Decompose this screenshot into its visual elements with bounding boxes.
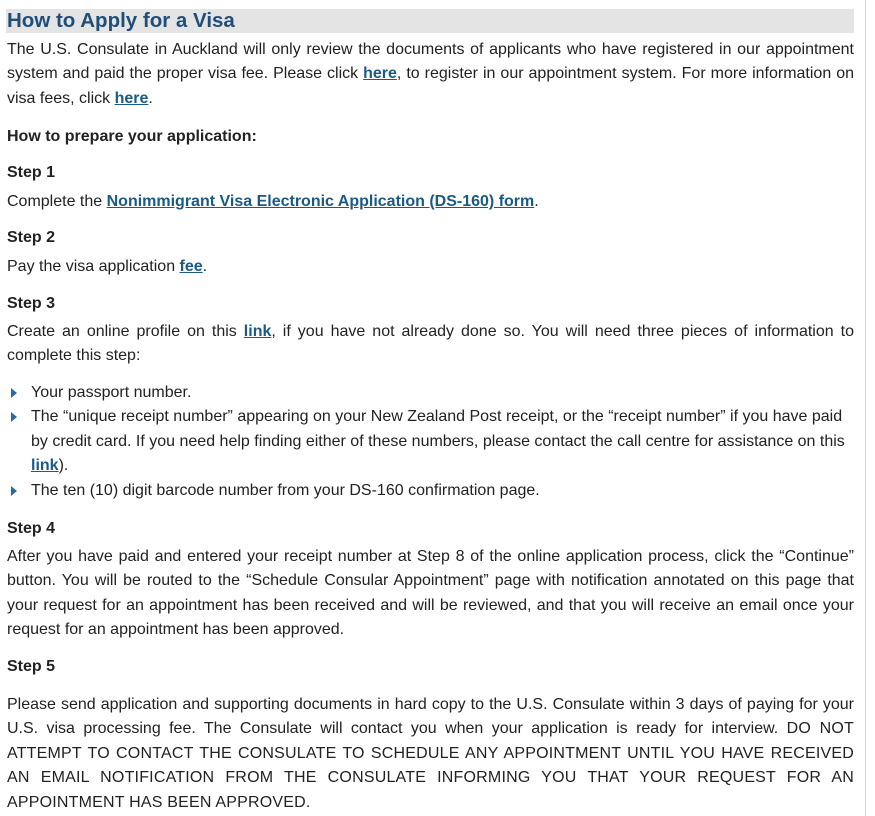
register-here-link[interactable]: here <box>363 65 397 83</box>
page-title: How to Apply for a Visa <box>7 9 235 32</box>
step-3-text-suffix: , if you have not already done so. You will need three pieces of information to complete this step: <box>7 323 855 365</box>
step-4-heading: Step 4 <box>7 520 56 537</box>
list-item <box>7 479 854 503</box>
list-item <box>7 381 854 405</box>
triangle-bullet-icon <box>11 388 17 398</box>
step-1-text-suffix: . <box>534 193 539 210</box>
step-1-heading: Step 1 <box>7 164 56 181</box>
triangle-bullet-icon <box>11 412 17 422</box>
step-5-heading: Step 5 <box>7 658 56 675</box>
create-profile-link[interactable]: link <box>243 323 272 340</box>
receipt-number-item-suffix: ). <box>58 457 69 475</box>
step-5-text <box>7 693 854 815</box>
step-2-text-suffix: . <box>202 258 208 275</box>
step-4-text: After you have paid and entered your receipt number at Step 8 of the online application process, click the “Continue” button. You will be routed to the “Schedule Consular Appointment” page with notification annotated on this page that your request for an appointment has been received and will be reviewed, and that you will receive an email once your request for an appointment has been approved. <box>7 548 854 639</box>
intro-text: The U.S. Consulate in Auckland will only review the documents of applicants who have registered in our appointment system and paid the proper visa fee. Please click <box>7 41 854 83</box>
step-3-requirements-list <box>7 381 854 503</box>
intro-text: . <box>148 89 153 107</box>
step-2-text-prefix: Pay the visa application <box>7 258 180 275</box>
step-1-text-prefix: Complete the <box>7 193 107 210</box>
step-1-text <box>7 190 854 214</box>
fee-link[interactable]: fee <box>179 258 203 275</box>
step-3-text <box>7 320 854 369</box>
intro-paragraph <box>7 38 854 111</box>
step-3-text-prefix: Create an online profile on this <box>7 323 244 340</box>
visa-fees-here-link[interactable]: here <box>114 89 149 107</box>
ds160-form-link[interactable]: Nonimmigrant Visa Electronic Application (DS-160) form <box>106 193 535 210</box>
list-item <box>7 405 854 478</box>
step-5-text-main: Please send application and supporting documents in hard copy to the U.S. Consulate within 3 days of paying for your U.S. visa processing fee. The Consulate will contact you when your application is ready for interview. <box>7 696 854 738</box>
barcode-number-item: The ten (10) digit barcode number from your DS-160 confirmation page. <box>31 481 540 499</box>
prepare-heading: How to prepare your application: <box>7 128 257 145</box>
title-bar <box>6 9 854 33</box>
step-2-heading: Step 2 <box>7 229 56 246</box>
receipt-number-item: The “unique receipt number” appearing on your New Zealand Post receipt, or the “receipt number” if you have paid by credit card. If you need help finding either of these numbers, please contact the call centre for assistance on this <box>31 408 845 450</box>
triangle-bullet-icon <box>11 486 17 496</box>
call-centre-link[interactable]: link <box>31 457 59 475</box>
intro-text: , to register in our appointment system. For more information on visa fees, click <box>7 65 855 107</box>
step-5-warning: DO NOT ATTEMPT TO CONTACT THE CONSULATE TO SCHEDULE ANY APPOINTMENT UNTIL YOU HAVE RECEIVED AN EMAIL NOTIFICATION FROM THE CONSULATE INFORMING YOU THAT YOUR REQUEST FOR AN APPOINTMENT HAS BEEN APPROVED. <box>7 720 855 811</box>
step-3-heading: Step 3 <box>7 295 56 312</box>
passport-number-item: Your passport number. <box>31 384 192 401</box>
step-2-text <box>7 255 854 279</box>
